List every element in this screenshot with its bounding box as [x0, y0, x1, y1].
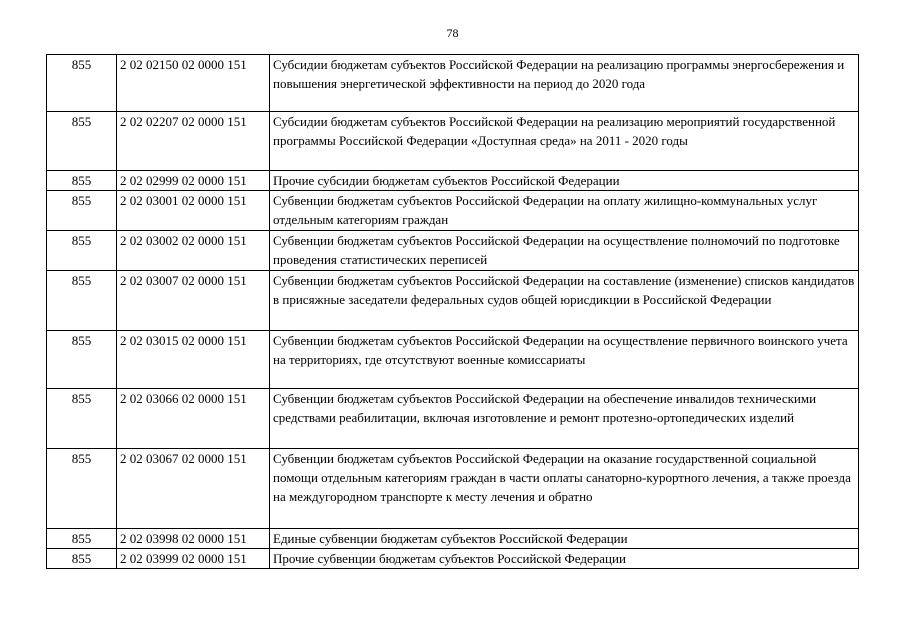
table-row [47, 271, 859, 331]
table-row [47, 231, 859, 271]
budget-code-cell: 2 02 03015 02 0000 151 [117, 331, 270, 389]
budget-code-cell: 2 02 03066 02 0000 151 [117, 389, 270, 449]
admin-code-cell: 855 [47, 331, 117, 389]
admin-code-cell: 855 [47, 449, 117, 529]
admin-code-cell: 855 [47, 271, 117, 331]
table-row [47, 449, 859, 529]
admin-code-cell: 855 [47, 389, 117, 449]
revenue-name-cell: Субвенции бюджетам субъектов Российской Федерации на оплату жилищно-коммунальных услуг отдельным категориям граждан [270, 191, 859, 231]
admin-code-cell: 855 [47, 191, 117, 231]
table-row [47, 191, 859, 231]
admin-code-cell: 855 [47, 231, 117, 271]
table-row [47, 171, 859, 191]
budget-code-cell: 2 02 03001 02 0000 151 [117, 191, 270, 231]
budget-code-cell: 2 02 03998 02 0000 151 [117, 529, 270, 549]
admin-code-cell: 855 [47, 171, 117, 191]
revenue-name-cell: Субсидии бюджетам субъектов Российской Федерации на реализацию программы энергосбережения и повышения энергетической эффективности на период до 2020 года [270, 55, 859, 112]
revenue-name-cell: Субвенции бюджетам субъектов Российской Федерации на осуществление первичного воинского учета на территориях, где отсутствуют военные комиссариаты [270, 331, 859, 389]
page-number: 78 [446, 26, 459, 40]
table-row [47, 529, 859, 549]
revenue-name-cell: Единые субвенции бюджетам субъектов Российской Федерации [270, 529, 859, 549]
admin-code-cell: 855 [47, 529, 117, 549]
revenue-name-cell: Прочие субвенции бюджетам субъектов Российской Федерации [270, 549, 859, 569]
budget-code-cell: 2 02 03999 02 0000 151 [117, 549, 270, 569]
revenue-name-cell: Субвенции бюджетам субъектов Российской Федерации на оказание государственной социальной помощи отдельным категориям граждан в части оплаты санаторно-курортного лечения, а также проезда на междугородном транспорте к месту лечения и обратно [270, 449, 859, 529]
budget-code-cell: 2 02 02207 02 0000 151 [117, 112, 270, 171]
table-row [47, 331, 859, 389]
revenue-name-cell: Субвенции бюджетам субъектов Российской Федерации на осуществление полномочий по подготовке проведения статистических переписей [270, 231, 859, 271]
table-row [47, 389, 859, 449]
budget-classification-table [46, 54, 859, 569]
budget-code-cell: 2 02 02150 02 0000 151 [117, 55, 270, 112]
budget-code-cell: 2 02 03002 02 0000 151 [117, 231, 270, 271]
table-row [47, 112, 859, 171]
admin-code-cell: 855 [47, 55, 117, 112]
revenue-name-cell: Субвенции бюджетам субъектов Российской Федерации на обеспечение инвалидов техническими средствами реабилитации, включая изготовление и ремонт протезно-ортопедических изделий [270, 389, 859, 449]
budget-code-cell: 2 02 02999 02 0000 151 [117, 171, 270, 191]
revenue-name-cell: Субсидии бюджетам субъектов Российской Федерации на реализацию мероприятий государственной программы Российской Федерации «Доступная среда» на 2011 - 2020 годы [270, 112, 859, 171]
revenue-name-cell: Субвенции бюджетам субъектов Российской Федерации на составление (изменение) списков кандидатов в присяжные заседатели федеральных судов общей юрисдикции в Российской Федерации [270, 271, 859, 331]
budget-code-cell: 2 02 03007 02 0000 151 [117, 271, 270, 331]
revenue-name-cell: Прочие субсидии бюджетам субъектов Российской Федерации [270, 171, 859, 191]
admin-code-cell: 855 [47, 549, 117, 569]
table-row [47, 55, 859, 112]
table-row [47, 549, 859, 569]
admin-code-cell: 855 [47, 112, 117, 171]
budget-code-cell: 2 02 03067 02 0000 151 [117, 449, 270, 529]
